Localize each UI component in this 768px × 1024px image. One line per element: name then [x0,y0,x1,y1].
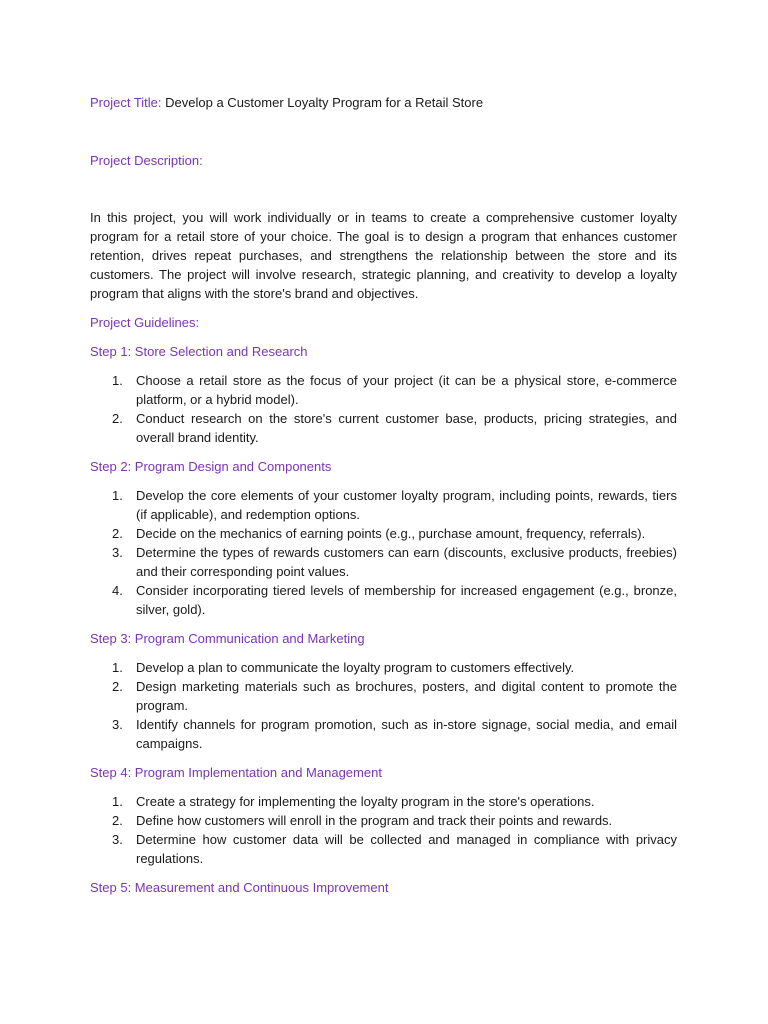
step-4-list [90,792,677,868]
list-item-text: Create a strategy for implementing the loyalty program in the store's operations. [136,794,595,809]
list-item-number: 2. [112,526,123,541]
list-item-number: 2. [112,679,123,694]
step-4-heading: Step 4: Program Implementation and Management [90,765,382,780]
list-item-number: 1. [112,660,123,675]
list-item-text: Consider incorporating tiered levels of membership for increased engagement (e.g., bronze, silver, gold). [136,583,677,617]
project-title-value: Develop a Customer Loyalty Program for a Retail Store [165,95,484,110]
list-item-text: Conduct research on the store's current customer base, products, pricing strategies, and overall brand identity. [136,411,677,445]
list-item [90,409,677,447]
list-item [90,371,677,409]
list-item [90,581,677,619]
list-item [90,830,677,868]
list-item [90,543,677,581]
list-item [90,486,677,524]
list-item-text: Identify channels for program promotion, such as in-store signage, social media, and email campaigns. [136,717,677,751]
list-item [90,524,677,543]
list-item [90,658,677,677]
list-item-text: Develop the core elements of your customer loyalty program, including points, rewards, tiers (if applicable), and redemption options. [136,488,677,522]
list-item-text: Determine the types of rewards customers can earn (discounts, exclusive products, freebies) and their corresponding point values. [136,545,677,579]
list-item-text: Design marketing materials such as brochures, posters, and digital content to promote the program. [136,679,677,713]
list-item [90,811,677,830]
list-item-number: 4. [112,583,123,598]
list-item-number: 3. [112,545,123,560]
list-item-number: 2. [112,411,123,426]
project-title-label: Project Title: [90,95,162,110]
list-item-text: Choose a retail store as the focus of your project (it can be a physical store, e-commerce platform, or a hybrid model). [136,373,677,407]
project-title-line [90,93,677,112]
list-item-text: Decide on the mechanics of earning points (e.g., purchase amount, frequency, referrals). [136,526,646,541]
list-item-number: 1. [112,373,123,388]
list-item-number: 2. [112,813,123,828]
list-item-text: Determine how customer data will be collected and managed in compliance with privacy regulations. [136,832,677,866]
list-item-text: Develop a plan to communicate the loyalty program to customers effectively. [136,660,575,675]
list-item-text: Define how customers will enroll in the program and track their points and rewards. [136,813,613,828]
list-item-number: 3. [112,832,123,847]
steps-container [90,342,677,907]
step-2-heading: Step 2: Program Design and Components [90,459,332,474]
description-paragraph: In this project, you will work individually or in teams to create a comprehensive customer loyalty program for a retail store of your choice. The goal is to design a program that enhances customer retention, drives repeat purchases, and strengthens the relationship between the store and its customers. The project will involve research, strategic planning, and creativity to develop a loyalty program that aligns with the store's brand and objectives. [90,210,677,301]
step-3-heading: Step 3: Program Communication and Marketing [90,631,365,646]
step-1-list [90,371,677,447]
list-item [90,715,677,753]
list-item [90,792,677,811]
step-3-list [90,658,677,753]
list-item-number: 1. [112,488,123,503]
list-item [90,677,677,715]
step-1-heading: Step 1: Store Selection and Research [90,344,308,359]
list-item-number: 1. [112,794,123,809]
description-heading: Project Description: [90,153,203,168]
step-5-heading: Step 5: Measurement and Continuous Improvement [90,880,389,895]
step-2-list [90,486,677,619]
list-item-number: 3. [112,717,123,732]
guidelines-heading: Project Guidelines: [90,315,200,330]
